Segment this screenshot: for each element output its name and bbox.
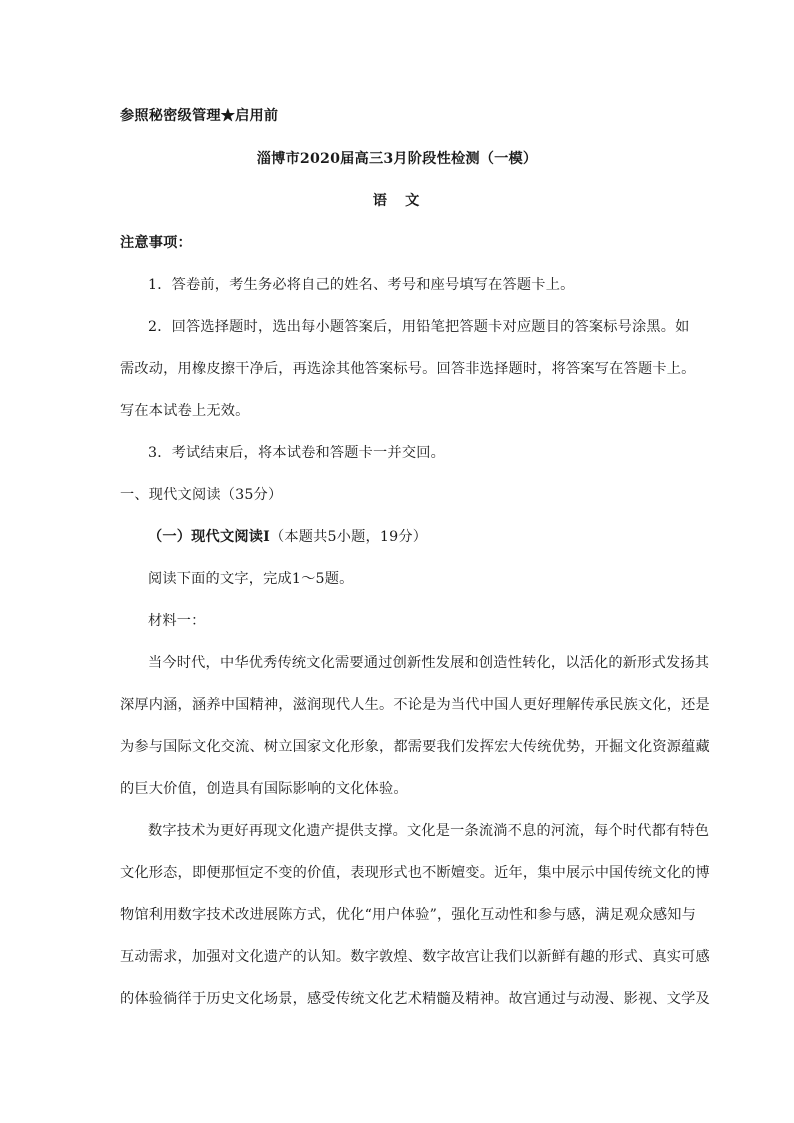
notice-item-2-line-1: 2．回答选择题时，选出每小题答案后，用铅笔把答题卡对应题目的答案标号涂黑。如 — [148, 319, 690, 335]
sub-heading-title: （一）现代文阅读Ⅰ — [148, 529, 270, 545]
notice-item-1: 1．答卷前，考生务必将自己的姓名、考号和座号填写在答题卡上。 — [148, 277, 575, 293]
material-label: 材料一： — [148, 613, 206, 629]
paragraph-2-line-4: 互动需求，加强对文化遗产的认知。数字敦煌、数字故宫让我们以新鲜有趣的形式、真实可感 — [120, 949, 710, 965]
paragraph-1-line-3: 为参与国际文化交流、树立国家文化形象，都需要我们发挥宏大传统优势，开掘文化资源蕴藏 — [120, 739, 710, 755]
notice-item-2-line-3: 写在本试卷上无效。 — [120, 403, 250, 419]
notice-item-3: 3．考试结束后，将本试卷和答题卡一并交回。 — [148, 445, 445, 461]
notice-heading: 注意事项： — [120, 235, 192, 251]
paragraph-2-line-3: 物馆利用数字技术改进展陈方式，优化“用户体验”，强化互动性和参与感，满足观众感知与 — [120, 907, 697, 923]
sub-heading-detail: （本题共5小题，19分） — [269, 529, 428, 545]
paragraph-1-line-4: 的巨大价值，创造具有国际影响的文化体验。 — [120, 781, 408, 797]
paragraph-2-line-2: 文化形态，即便那恒定不变的价值，表现形式也不断嬗变。近年，集中展示中国传统文化的博 — [120, 865, 710, 881]
exam-title: 淄博市2020届高三3月阶段性检测（一模） — [256, 151, 538, 167]
section-1-sub-heading — [148, 527, 427, 547]
secret-label: 参照秘密级管理★启用前 — [120, 108, 279, 124]
reading-instruction: 阅读下面的文字，完成1～5题。 — [148, 571, 354, 587]
paragraph-1-line-2: 深厚内涵，涵养中国精神，滋润现代人生。不论是为当代中国人更好理解传承民族文化，还是 — [120, 697, 710, 713]
notice-item-2-line-2: 需改动，用橡皮擦干净后，再选涂其他答案标号。回答非选择题时，将答案写在答题卡上。 — [120, 361, 696, 377]
subject-title: 语 文 — [372, 193, 422, 209]
paragraph-2-line-1: 数字技术为更好再现文化遗产提供支撑。文化是一条流淌不息的河流，每个时代都有特色 — [148, 823, 710, 839]
paragraph-2-line-5: 的体验徜徉于历史文化场景，感受传统文化艺术精髓及精神。故宫通过与动漫、影视、文学及 — [120, 991, 710, 1007]
paragraph-1-line-1: 当今时代，中华优秀传统文化需要通过创新性发展和创造性转化，以活化的新形式发扬其 — [148, 655, 710, 671]
section-1-heading: 一、现代文阅读（35分） — [120, 487, 283, 503]
